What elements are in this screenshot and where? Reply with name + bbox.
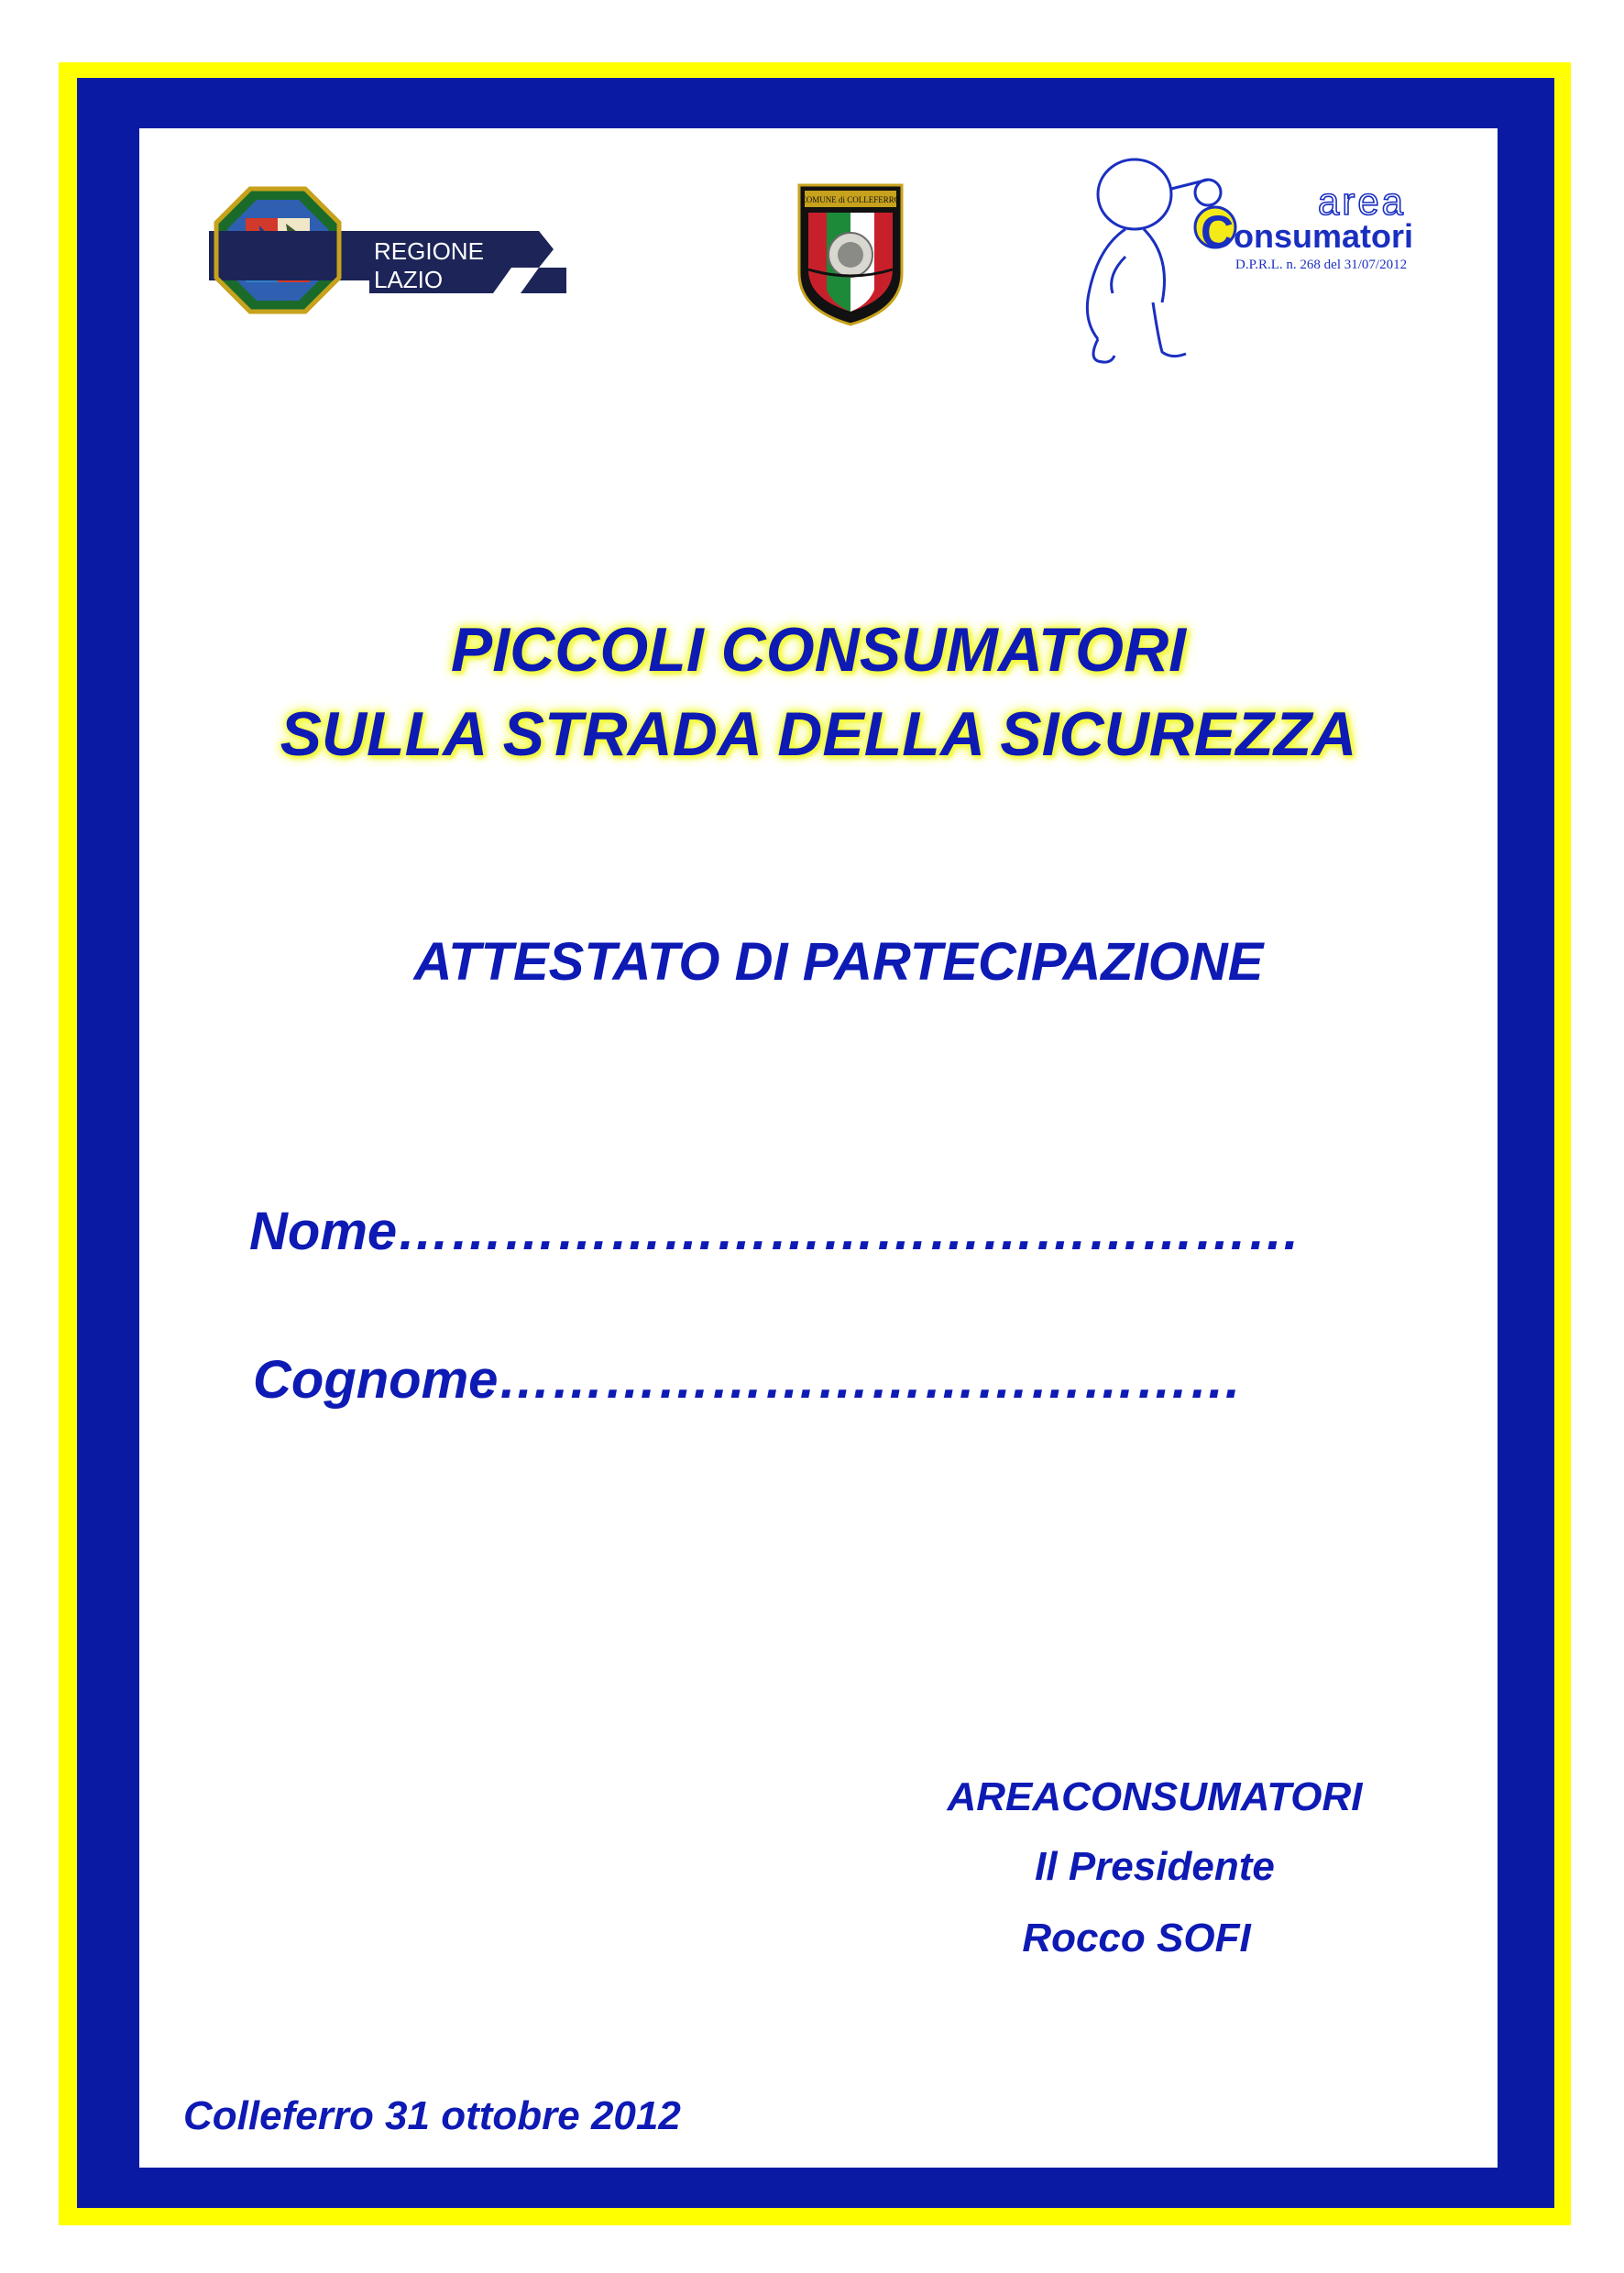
area-consumatori-logo — [1070, 156, 1455, 380]
area-logo-word1: area — [1317, 180, 1407, 223]
cognome-field: Cognome…………………………………… — [253, 1350, 1243, 1410]
certificate-subtitle: ATTESTATO DI PARTECIPAZIONE — [413, 932, 1264, 992]
lazio-logo-line2: LAZIO — [374, 266, 444, 293]
area-logo-word2: onsumatori — [1234, 217, 1414, 255]
title-line-2: SULLA STRADA DELLA SICUREZZA — [280, 699, 1357, 769]
title-line-1: PICCOLI CONSUMATORI — [450, 615, 1187, 685]
lazio-logo-line1: REGIONE — [374, 237, 484, 265]
signature-name: Rocco SOFI — [1022, 1916, 1251, 1960]
nome-field: Nome…………………………………………… — [249, 1202, 1301, 1261]
area-logo-initial: C — [1201, 206, 1234, 258]
signature-role: Il Presidente — [1035, 1844, 1275, 1889]
comune-crest-banner: COMUNE di COLLEFERRO — [800, 195, 901, 204]
area-logo-decree: D.P.R.L. n. 268 del 31/07/2012 — [1235, 258, 1408, 272]
signature-org: AREACONSUMATORI — [947, 1774, 1363, 1819]
figure-icon — [1087, 159, 1221, 362]
regione-lazio-logo — [209, 181, 566, 324]
comune-colleferro-crest — [796, 181, 905, 333]
place-date: Colleferro 31 ottobre 2012 — [183, 2093, 681, 2138]
